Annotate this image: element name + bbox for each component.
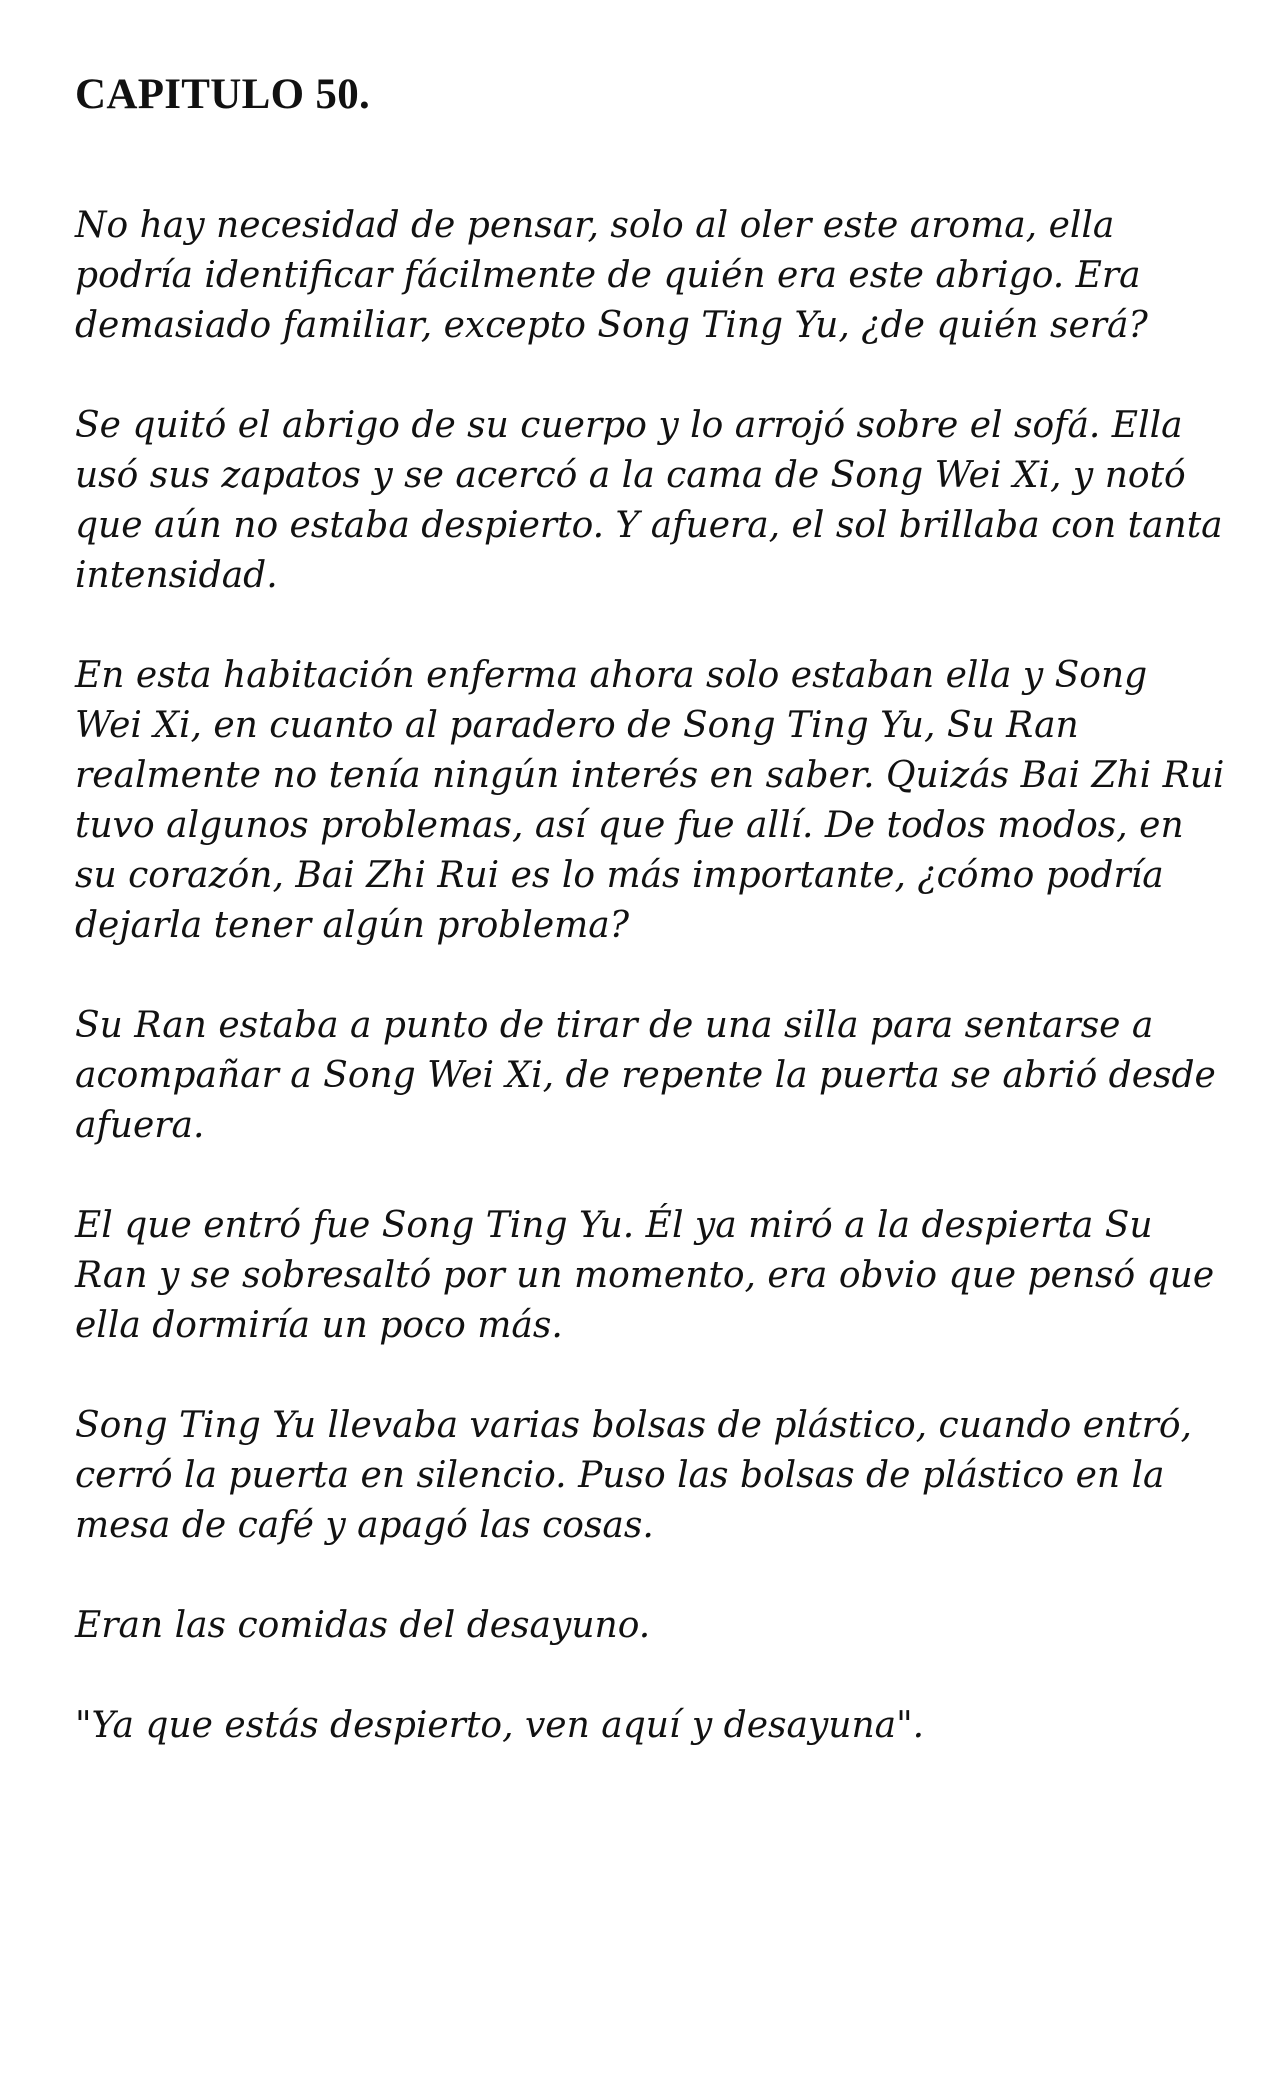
paragraph-2: Se quitó el abrigo de su cuerpo y lo arrojó sobre el sofá. Ella usó sus zapatos y se acercó a la cama de Song Wei Xi, y notó que aún no estaba despierto. Y afuera, el sol brillaba con tanta intensidad.: [75, 405, 1223, 597]
paragraph-3: En esta habitación enferma ahora solo estaban ella y Song Wei Xi, en cuanto al paradero de Song Ting Yu, Su Ran realmente no tenía ningún interés en saber. Quizás Bai Zhi Rui tuvo algunos problemas, así que fue allí. De todos modos, en su corazón, Bai Zhi Rui es lo más importante, ¿cómo podría dejarla tener algún problema?: [75, 655, 1225, 947]
paragraph-7: Eran las comidas del desayuno.: [75, 1605, 651, 1647]
paragraph-5: El que entró fue Song Ting Yu. Él ya miró a la despierta Su Ran y se sobresaltó por un momento, era obvio que pensó que ella dormiría un poco más.: [75, 1205, 1215, 1347]
chapter-title: CAPITULO 50.: [75, 71, 371, 118]
paragraph-8: "Ya que estás despierto, ven aquí y desayuna".: [75, 1705, 925, 1747]
document-page: [75, 70, 1225, 1801]
chapter-body: [75, 201, 1225, 1751]
paragraph-6: Song Ting Yu llevaba varias bolsas de plástico, cuando entró, cerró la puerta en silencio. Puso las bolsas de plástico en la mesa de café y apagó las cosas.: [75, 1405, 1192, 1547]
paragraph-4: Su Ran estaba a punto de tirar de una silla para sentarse a acompañar a Song Wei Xi, de repente la puerta se abrió desde afuera.: [75, 1005, 1216, 1147]
paragraph-1: No hay necesidad de pensar, solo al oler este aroma, ella podría identificar fácilmente de quién era este abrigo. Era demasiado familiar, excepto Song Ting Yu, ¿de quién será?: [75, 205, 1148, 347]
